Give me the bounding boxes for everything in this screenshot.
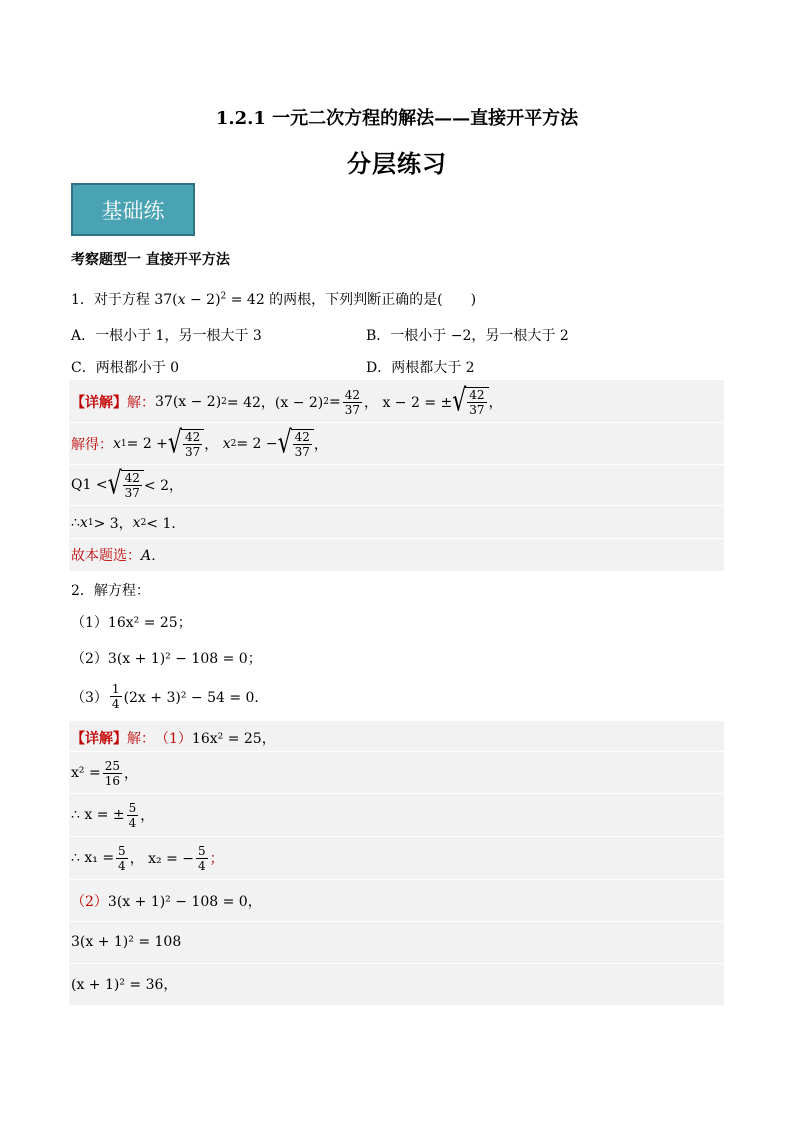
option-b: B．一根小于 −2，另一根大于 2 [366, 328, 569, 344]
solution-2-line-3: ∴ x = ± $\frac{5}{4}$ ， [71, 800, 155, 830]
question-2-stem: 2．解方程： [71, 583, 150, 599]
question-2-part-1: （1）16x² = 25； [71, 615, 192, 631]
solution-1-line-4: ∴ x 1 > 3， x 2 < 1． [71, 515, 186, 532]
solution-2-line-7: (x + 1)² = 36， [71, 977, 178, 993]
solution-2-divider [69, 836, 724, 837]
document-title: 1.2.1 一元二次方程的解法——直接开平方法 [215, 108, 579, 129]
solution-2-line-5: （2） 3(x + 1)² − 108 = 0， [71, 894, 262, 910]
solution-2-line-1: 【详解】 解： （1） 16x² = 25， [71, 731, 276, 747]
solution-1-line-3: Q1 < √ $\frac{42}{37}$ < 2， [71, 466, 183, 502]
solution-2-line-2: x² = $\frac{25}{16}$ ， [71, 758, 138, 788]
option-d: D．两根都大于 2 [366, 360, 475, 376]
solution-2-divider [69, 751, 724, 752]
solution-2-divider [69, 921, 724, 922]
solution-1-divider [69, 422, 724, 423]
question-2-part-3: （3） $\frac{1}{4}$ (2x + 3)² − 54 = 0． [71, 682, 269, 711]
square-root: √ $\frac{42}{37}$ [278, 429, 314, 459]
question-1-stem: 1．对于方程 $37(x - 2)^2 = 42$ 的两根，下列判断正确的是( ) [71, 291, 477, 308]
solution-1-answer: 故本题选： A． [71, 548, 166, 564]
option-a: A．一根小于 1，另一根大于 3 [71, 328, 262, 344]
solution-1-divider [69, 538, 724, 539]
solution-1-line-1: 【详解】 解： 37(x − 2) 2 = 42，(x − 2) 2 = $\frac{42}{37}$ ， x − 2 = ± √ $\frac{42}{37}$ ， [71, 383, 503, 419]
solution-2-line-6: 3(x + 1)² = 108 [71, 934, 182, 950]
option-c: C．两根都小于 0 [71, 360, 180, 376]
fraction: $\frac{42}{37}$ [344, 387, 361, 417]
level-badge: 基础练 [71, 183, 195, 236]
section-heading: 考察题型一 直接开平方法 [71, 252, 230, 268]
solution-2-divider [69, 963, 724, 964]
solution-2-divider [69, 879, 724, 880]
solution-1-divider [69, 505, 724, 506]
solution-1-divider [69, 464, 724, 465]
solution-2-line-4: ∴ x₁ = $\frac{5}{4}$ ， x₂ = − $\frac{5}{4}$ ； [71, 843, 224, 873]
square-root: √ $\frac{42}{37}$ [108, 470, 144, 500]
solution-1-line-2: 解得： x 1 = 2 + √ $\frac{42}{37}$ ， x 2 = 2 − √ $\frac{42}{37}$ ， [71, 425, 328, 461]
square-root: √ $\frac{42}{37}$ [168, 429, 204, 459]
square-root: √ $\frac{42}{37}$ [452, 387, 488, 417]
question-2-part-2: （2）3(x + 1)² − 108 = 0； [71, 651, 262, 667]
solution-2-divider [69, 793, 724, 794]
document-subtitle: 分层练习 [347, 149, 447, 178]
